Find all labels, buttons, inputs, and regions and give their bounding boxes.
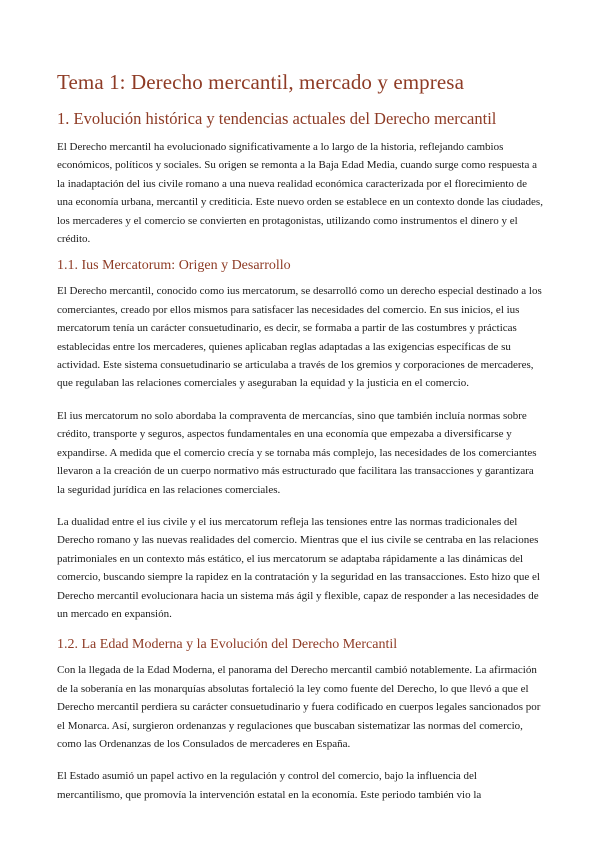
section-heading-1-1: 1.1. Ius Mercatorum: Origen y Desarrollo <box>57 258 291 274</box>
paragraph: La dualidad entre el ius civile y el ius mercatorum refleja las tensiones entre las normas tradicionales del Derecho romano y las nuevas realidades del comercio. Mientras que el ius civile se centraba en las relaciones patrimoniales en un contexto más estático, el ius mercatorum se adaptaba rápidamente a las dinámicas del comercio, buscando siempre la rapidez en la contratación y la seguridad en las transacciones. Esto hizo que el Derecho mercantil evolucionara hacia un sistema más ágil y flexible, capaz de responder a las necesidades de un mercado en expansión. <box>57 515 540 620</box>
paragraph: Con la llegada de la Edad Moderna, el panorama del Derecho mercantil cambió notablemente. La afirmación de la soberanía en las monarquías absolutas fortaleció la ley como fuente del Derecho, lo que llevó a que el Derecho mercantil perdiera su carácter consuetudinario y fuera codificado en cuerpos legales sancionados por el Monarca. Así, surgieron ordenanzas y regulaciones que buscaban sistematizar las normas del comercio, como las Ordenanzas de los Consulados de mercaderes en España. <box>57 664 541 750</box>
page-title: Tema 1: Derecho mercantil, mercado y empresa <box>57 70 464 94</box>
paragraph: El Derecho mercantil, conocido como ius mercatorum, se desarrolló como un derecho especial destinado a los comerciantes, creado por ellos mismos para satisfacer las necesidades del comercio. En sus inicios, el ius mercatorum tenía un carácter consuetudinario, es decir, se formaba a partir de las costumbres y prácticas establecidas entre los mercaderes, quienes aplicaban reglas adaptadas a las exigencias específicas de su actividad. Este sistema consuetudinario se articulaba a través de los gremios y corporaciones de mercaderes, que regulaban las relaciones comerciales y aseguraban la equidad y la justicia en el comercio. <box>57 285 542 390</box>
section-1-paragraph: El Derecho mercantil ha evolucionado significativamente a lo largo de la historia, reflejando cambios económicos, políticos y sociales. Su origen se remonta a la Baja Edad Media, cuando surge como respuesta a la inadaptación del ius civile romano a una nueva realidad económica caracterizada por el florecimiento de una economía urbana, mercantil y crediticia. Este nuevo orden se establece en un contexto donde las ciudades, los mercaderes y el comercio se convierten en protagonistas, utilizando como instrumentos el dinero y el crédito. <box>57 141 543 246</box>
paragraph: El ius mercatorum no solo abordaba la compraventa de mercancías, sino que también incluía normas sobre crédito, transporte y seguros, aspectos fundamentales en una economía que empezaba a diversificarse y expandirse. A medida que el comercio crecía y se tornaba más complejo, las necesidades de los comerciantes llevaron a la creación de un cuerpo normativo más estructurado que facilitara las transacciones y garantizara la seguridad jurídica en las relaciones comerciales. <box>57 409 537 496</box>
section-heading-1: 1. Evolución histórica y tendencias actuales del Derecho mercantil <box>57 109 497 128</box>
section-heading-1-2: 1.2. La Edad Moderna y la Evolución del Derecho Mercantil <box>57 637 398 653</box>
paragraph: El Estado asumió un papel activo en la regulación y control del comercio, bajo la influencia del mercantilismo, que promovía la intervención estatal en la economía. Este periodo también vio la <box>57 770 482 801</box>
